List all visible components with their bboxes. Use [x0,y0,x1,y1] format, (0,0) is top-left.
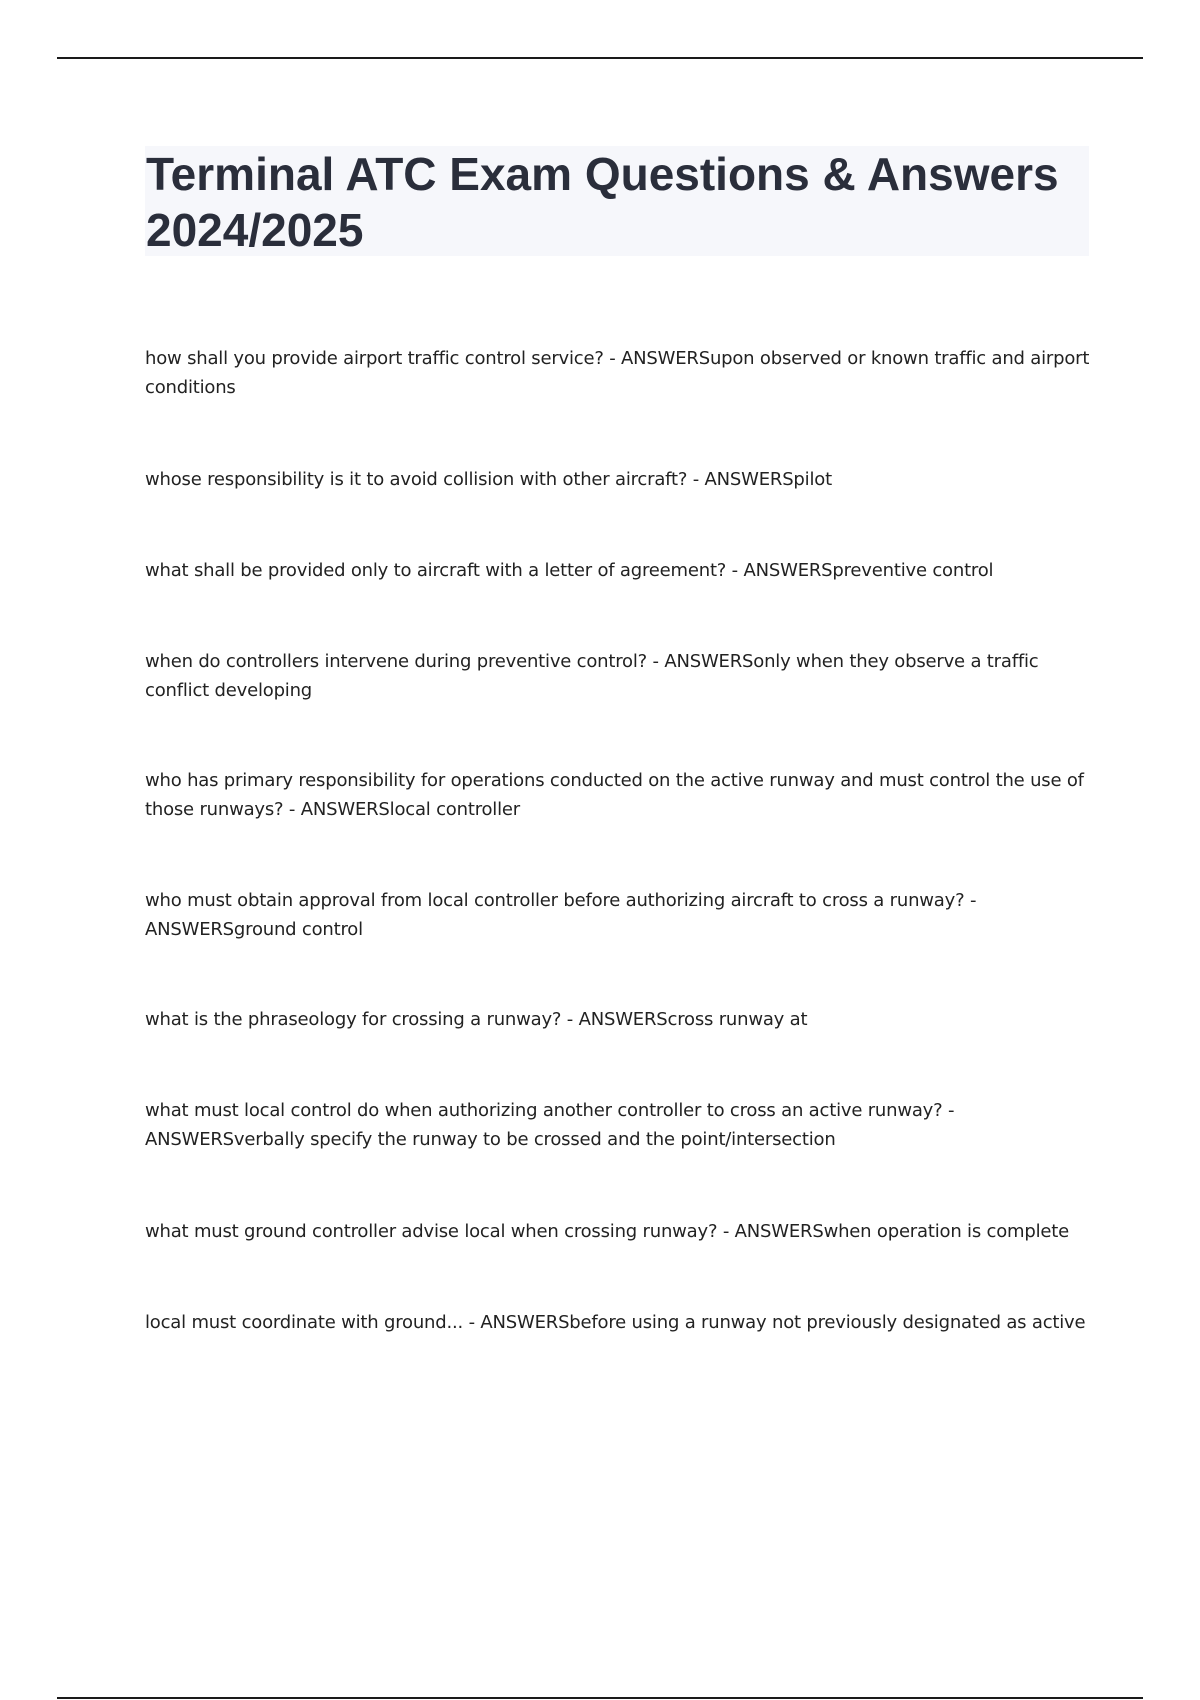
qa-item: whose responsibility is it to avoid collision with other aircraft? - ANSWERSpilot [145,469,832,490]
top-rule [57,57,1143,59]
qa-item: what must local control do when authorizing another controller to cross an active runway? - ANSWERSverbally specify the runway to be crossed and the point/intersection [145,1100,955,1150]
qa-item: when do controllers intervene during preventive control? - ANSWERSonly when they observe a traffic conflict developing [145,651,1039,701]
qa-item: what is the phraseology for crossing a runway? - ANSWERScross runway at [145,1009,808,1030]
document-title: Terminal ATC Exam Questions & Answers 2024/2025 [146,148,1059,256]
qa-item: what shall be provided only to aircraft with a letter of agreement? - ANSWERSpreventive control [145,560,994,581]
qa-item: how shall you provide airport traffic control service? - ANSWERSupon observed or known traffic and airport conditions [145,348,1090,398]
qa-item: local must coordinate with ground... - ANSWERSbefore using a runway not previously designated as active [145,1312,1086,1333]
qa-item: what must ground controller advise local when crossing runway? - ANSWERSwhen operation is complete [145,1221,1070,1242]
title-banner [145,146,1089,256]
bottom-rule [57,1697,1143,1699]
qa-item: who must obtain approval from local controller before authorizing aircraft to cross a runway? - ANSWERSground control [145,890,977,940]
qa-item: who has primary responsibility for operations conducted on the active runway and must control the use of those runways? - ANSWERSlocal controller [145,770,1084,820]
